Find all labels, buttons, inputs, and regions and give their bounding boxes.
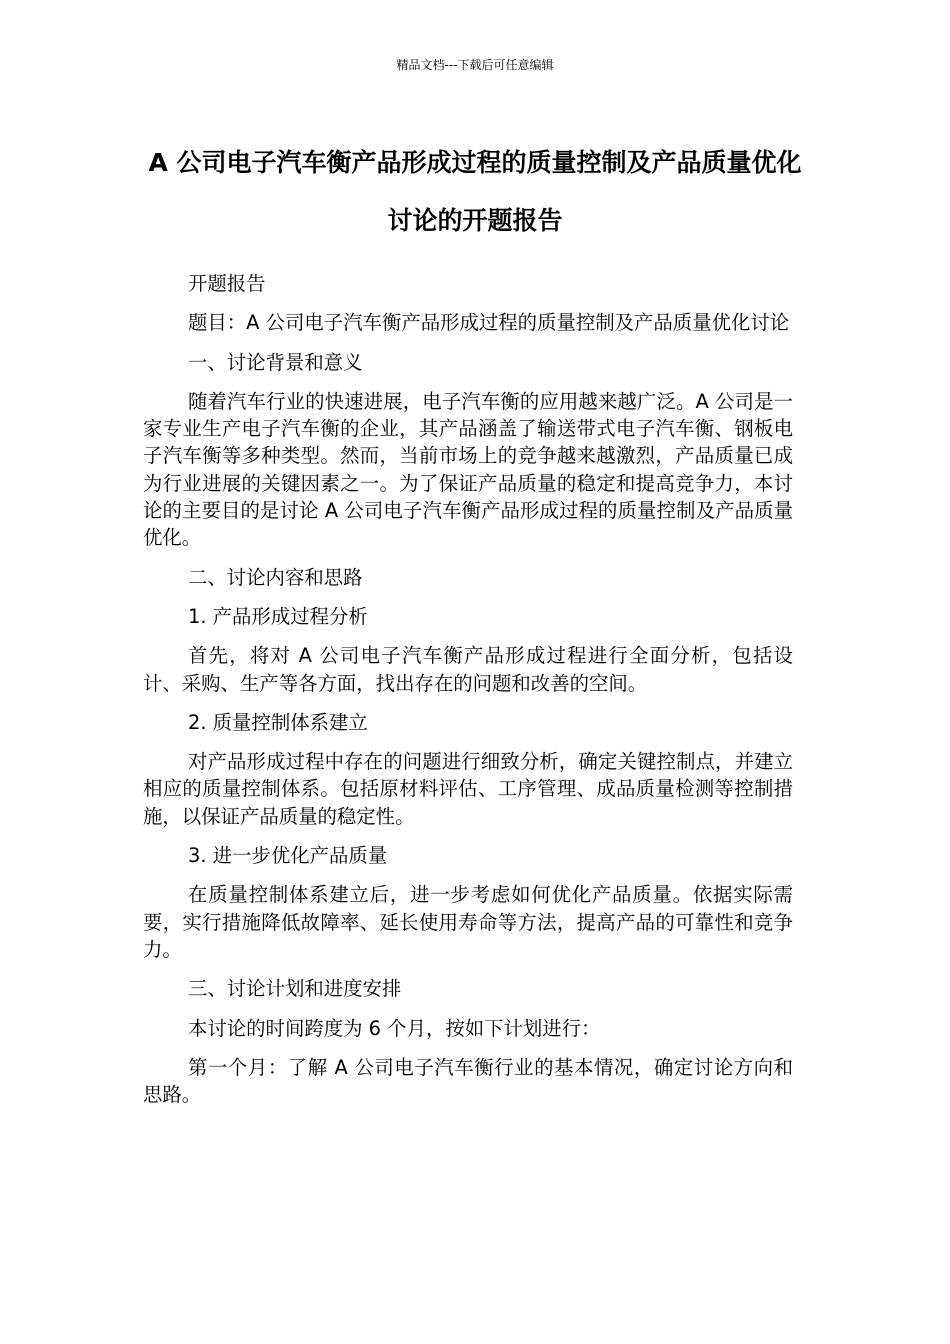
subheading-optimization: 3. 进一步优化产品质量 — [188, 844, 388, 868]
page-header: 精品文档---下载后可任意编辑 — [396, 58, 554, 72]
paragraph-schedule-intro: 本讨论的时间跨度为 6 个月，按如下计划进行： — [188, 1016, 601, 1040]
paragraph-month-one: 第一个月：了解 A 公司电子汽车衡行业的基本情况，确定讨论方向和思路。 — [143, 1055, 793, 1107]
paragraph-process-analysis: 首先，将对 A 公司电子汽车衡产品形成过程进行全面分析，包括设计、采购、生产等各方面，找出存在的问题和改善的空间。 — [143, 644, 793, 695]
report-topic: 题目：A 公司电子汽车衡产品形成过程的质量控制及产品质量优化讨论 — [188, 311, 790, 335]
document-body — [143, 270, 793, 1120]
section-heading-background: 一、讨论背景和意义 — [188, 350, 363, 374]
paragraph-optimization: 在质量控制体系建立后，进一步考虑如何优化产品质量。依据实际需要，实行措施降低故障率、延长使用寿命等方法，提高产品的可靠性和竞争力。 — [143, 883, 793, 961]
document-title: A 公司电子汽车衡产品形成过程的质量控制及产品质量优化讨论的开题报告 — [148, 148, 802, 235]
paragraph-quality-system: 对产品形成过程中存在的问题进行细致分析，确定关键控制点，并建立相应的质量控制体系。包括原材料评估、工序管理、成品质量检测等控制措施，以保证产品质量的稳定性。 — [143, 750, 793, 828]
section-label-opening-report: 开题报告 — [188, 272, 266, 295]
section-heading-schedule: 三、讨论计划和进度安排 — [188, 977, 402, 1001]
subheading-quality-system: 2. 质量控制体系建立 — [188, 710, 368, 734]
section-heading-content: 二、讨论内容和思路 — [188, 565, 363, 589]
subheading-process-analysis: 1. 产品形成过程分析 — [188, 604, 368, 628]
paragraph-background: 随着汽车行业的快速进展，电子汽车衡的应用越来越广泛。A 公司是一家专业生产电子汽车衡的企业，其产品涵盖了输送带式电子汽车衡、钢板电子汽车衡等多种类型。然而，当前市场上的竞争越来越激烈，产品质量已成为行业进展的关键因素之一。为了保证产品质量的稳定和提高竞争力，本讨论的主要目的是讨论 A 公司电子汽车衡产品形成过程的质量控制及产品质量优化。 — [143, 389, 793, 550]
